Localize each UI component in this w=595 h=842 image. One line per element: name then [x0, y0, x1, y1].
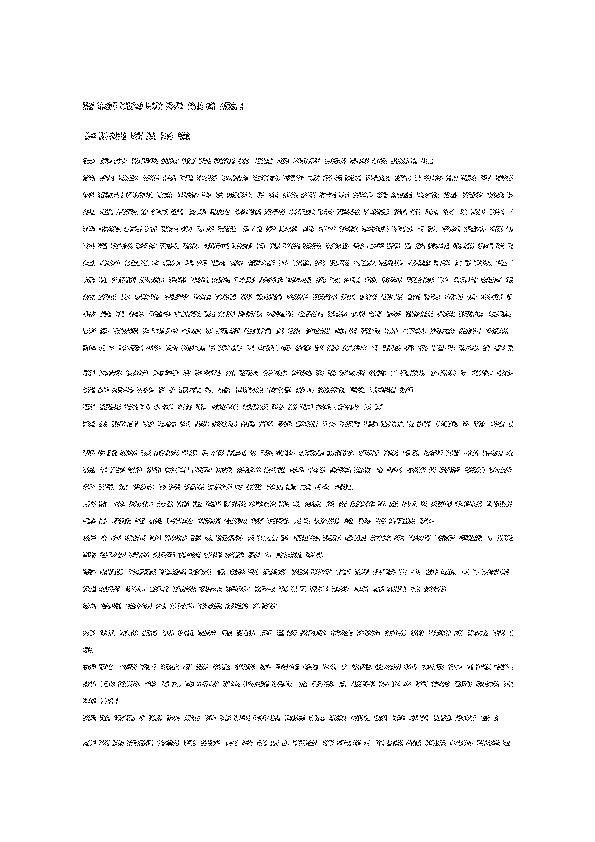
text-line	[83, 647, 513, 653]
text-line	[83, 681, 513, 687]
text-line	[83, 226, 513, 232]
text-line	[83, 535, 513, 541]
text-line	[83, 158, 513, 164]
text-line	[83, 421, 513, 427]
text-line	[83, 328, 513, 334]
paragraph-5	[83, 740, 513, 757]
document-title-texture	[83, 102, 243, 112]
text-line	[83, 260, 513, 266]
text-line	[83, 404, 513, 410]
document-title	[83, 97, 243, 107]
paragraph-4	[83, 630, 513, 732]
text-line	[83, 370, 513, 376]
text-line	[83, 740, 513, 746]
text-line	[83, 294, 513, 300]
text-line	[83, 311, 513, 317]
text-line	[83, 518, 513, 524]
text-line	[83, 484, 513, 490]
text-line	[83, 501, 513, 507]
paragraph-1	[83, 158, 513, 362]
paragraph-3	[83, 450, 513, 620]
text-line	[83, 586, 513, 592]
text-line	[83, 467, 513, 473]
document-subtitle-texture	[85, 132, 190, 142]
text-line	[83, 698, 513, 704]
text-line	[83, 209, 513, 215]
text-line	[83, 630, 513, 636]
text-line	[83, 664, 513, 670]
paragraph-2	[83, 370, 513, 438]
text-line	[83, 243, 513, 249]
text-line	[83, 552, 513, 558]
text-line	[83, 192, 513, 198]
text-line	[83, 569, 513, 575]
text-line	[83, 277, 513, 283]
document-subtitle	[85, 127, 190, 137]
text-line	[83, 387, 513, 393]
text-line	[83, 175, 513, 181]
text-line	[83, 603, 513, 609]
text-line	[83, 345, 513, 351]
text-line	[83, 715, 513, 721]
text-line	[83, 450, 513, 456]
